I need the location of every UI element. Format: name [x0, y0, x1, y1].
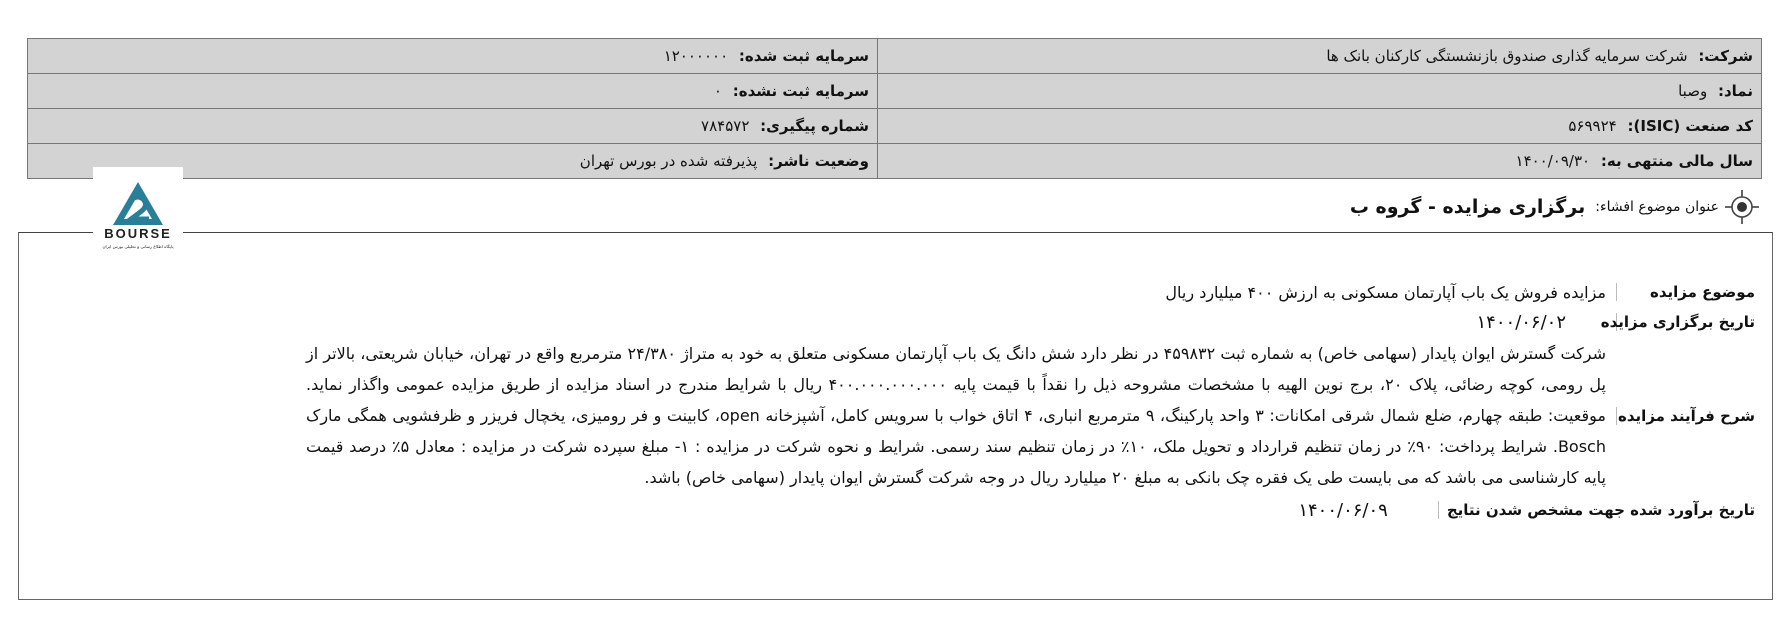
registered-capital-cell: [28, 39, 878, 74]
auction-process-value: شرکت گسترش ایوان پایدار (سهامی خاص) به شماره ثبت ۴۵۹۸۳۲ در نظر دارد شش دانگ یک باب آپارتمان مسکونی متعلق به خود به متراژ ۲۴/۳۸۰ مترمربع واقع در تهران، خیابان شریعتی، بالاتر از پل رومی، کوچه رضائی، پلاک ۲۰، برج نوین الهیه با مشخصات مشروحه ذیل را نقداً با قیمت پایه ۴۰۰.۰۰۰.۰۰۰.۰۰۰ ریال با شرایط مندرج در اسناد مزایده از طریق مزایده عمومی واگذار نماید. موقعیت: طبقه چهارم، ضلع شمال شرقی امکانات: ۳ واحد پارکینگ، ۹ مترمربع انباری، ۴ اتاق خواب با سرویس کامل، آشپزخانه open، کابینت و فر رومیزی، یخچال فریزر و ظرفشویی همگی مارک Bosch. شرایط پرداخت: ۹۰٪ در زمان تنظیم قرارداد و تحویل ملک، ۱۰٪ در زمان تنظیم سند رسمی. شرایط و نحوه شرکت در مزایده : ۱- مبلغ سپرده شرکت در مزایده : معادل ۵٪ درصد قیمت پایه کارشناسی می باشد که می بایست طی یک فقره چک بانکی به مبلغ ۲۰ میلیارد ریال در وجه شرکت گسترش ایوان پایدار (سهامی خاص) باشد.: [306, 344, 1607, 487]
bourse-logo-mark: [93, 167, 183, 253]
publisher-status-value: پذیرفته شده در بورس تهران: [579, 152, 758, 170]
tracking-number-cell: [28, 109, 878, 144]
unregistered-capital-cell: [28, 74, 878, 109]
auction-date-label: تاریخ برگزاری مزایده: [1600, 313, 1755, 331]
svg-text:BOURSE: BOURSE: [104, 226, 172, 241]
publisher-status-label: وضعیت ناشر:: [768, 152, 869, 170]
auction-subject-label: موضوع مزایده: [1616, 283, 1755, 301]
isic-label: کد صنعت (ISIC):: [1627, 117, 1753, 135]
auction-date-value: ۱۴۰۰/۰۶/۰۲: [1476, 311, 1566, 333]
auction-details: [165, 278, 1755, 527]
auction-process-row: [165, 338, 1755, 493]
isic-cell: [878, 109, 1762, 144]
subject-title: برگزاری مزایده - گروه ب: [1349, 196, 1586, 218]
symbol-label: نماد:: [1717, 82, 1753, 100]
results-date-label: تاریخ برآورد شده جهت مشخص شدن نتایج: [1438, 501, 1755, 519]
symbol-value: وصبا: [1678, 82, 1708, 100]
fiscal-year-value: ۱۴۰۰/۰۹/۳۰: [1515, 152, 1591, 170]
unregistered-capital-label: سرمایه ثبت نشده:: [732, 82, 869, 100]
fiscal-year-cell: [878, 144, 1762, 179]
disclosure-subject: [1350, 190, 1759, 224]
auction-subject-value: مزایده فروش یک باب آپارتمان مسکونی به ارزش ۴۰۰ میلیارد ریال: [1165, 282, 1606, 302]
target-icon: [1725, 190, 1759, 224]
registered-capital-label: سرمایه ثبت شده:: [738, 47, 869, 65]
auction-subject-row: [165, 278, 1755, 306]
tracking-number-label: شماره پیگیری:: [760, 117, 869, 135]
auction-date-row: [165, 306, 1755, 338]
svg-text:پایگاه اطلاع رسانی و تحلیلی بو: پایگاه اطلاع رسانی و تحلیلی بورس ایران: [102, 244, 174, 249]
symbol-cell: [878, 74, 1762, 109]
isic-value: ۵۶۹۹۲۴: [1568, 117, 1617, 135]
company-label: شرکت:: [1698, 47, 1753, 65]
company-value: شرکت سرمایه گذاری صندوق بازنشستگی کارکنان بانک ها: [1326, 47, 1688, 65]
tracking-number-value: ۷۸۴۵۷۲: [701, 117, 750, 135]
subject-label: عنوان موضوع افشاء:: [1595, 199, 1719, 215]
company-cell: [878, 39, 1762, 74]
registered-capital-value: ۱۲۰۰۰۰۰۰: [663, 47, 729, 65]
fiscal-year-label: سال مالی منتهی به:: [1600, 152, 1753, 170]
company-info-table: [27, 38, 1762, 179]
results-date-value: ۱۴۰۰/۰۶/۰۹: [1298, 499, 1388, 521]
unregistered-capital-value: ۰: [713, 82, 722, 100]
auction-process-label: شرح فرآیند مزایده: [1616, 407, 1755, 425]
bourse-logo: [93, 167, 183, 253]
results-date-row: [165, 493, 1755, 527]
